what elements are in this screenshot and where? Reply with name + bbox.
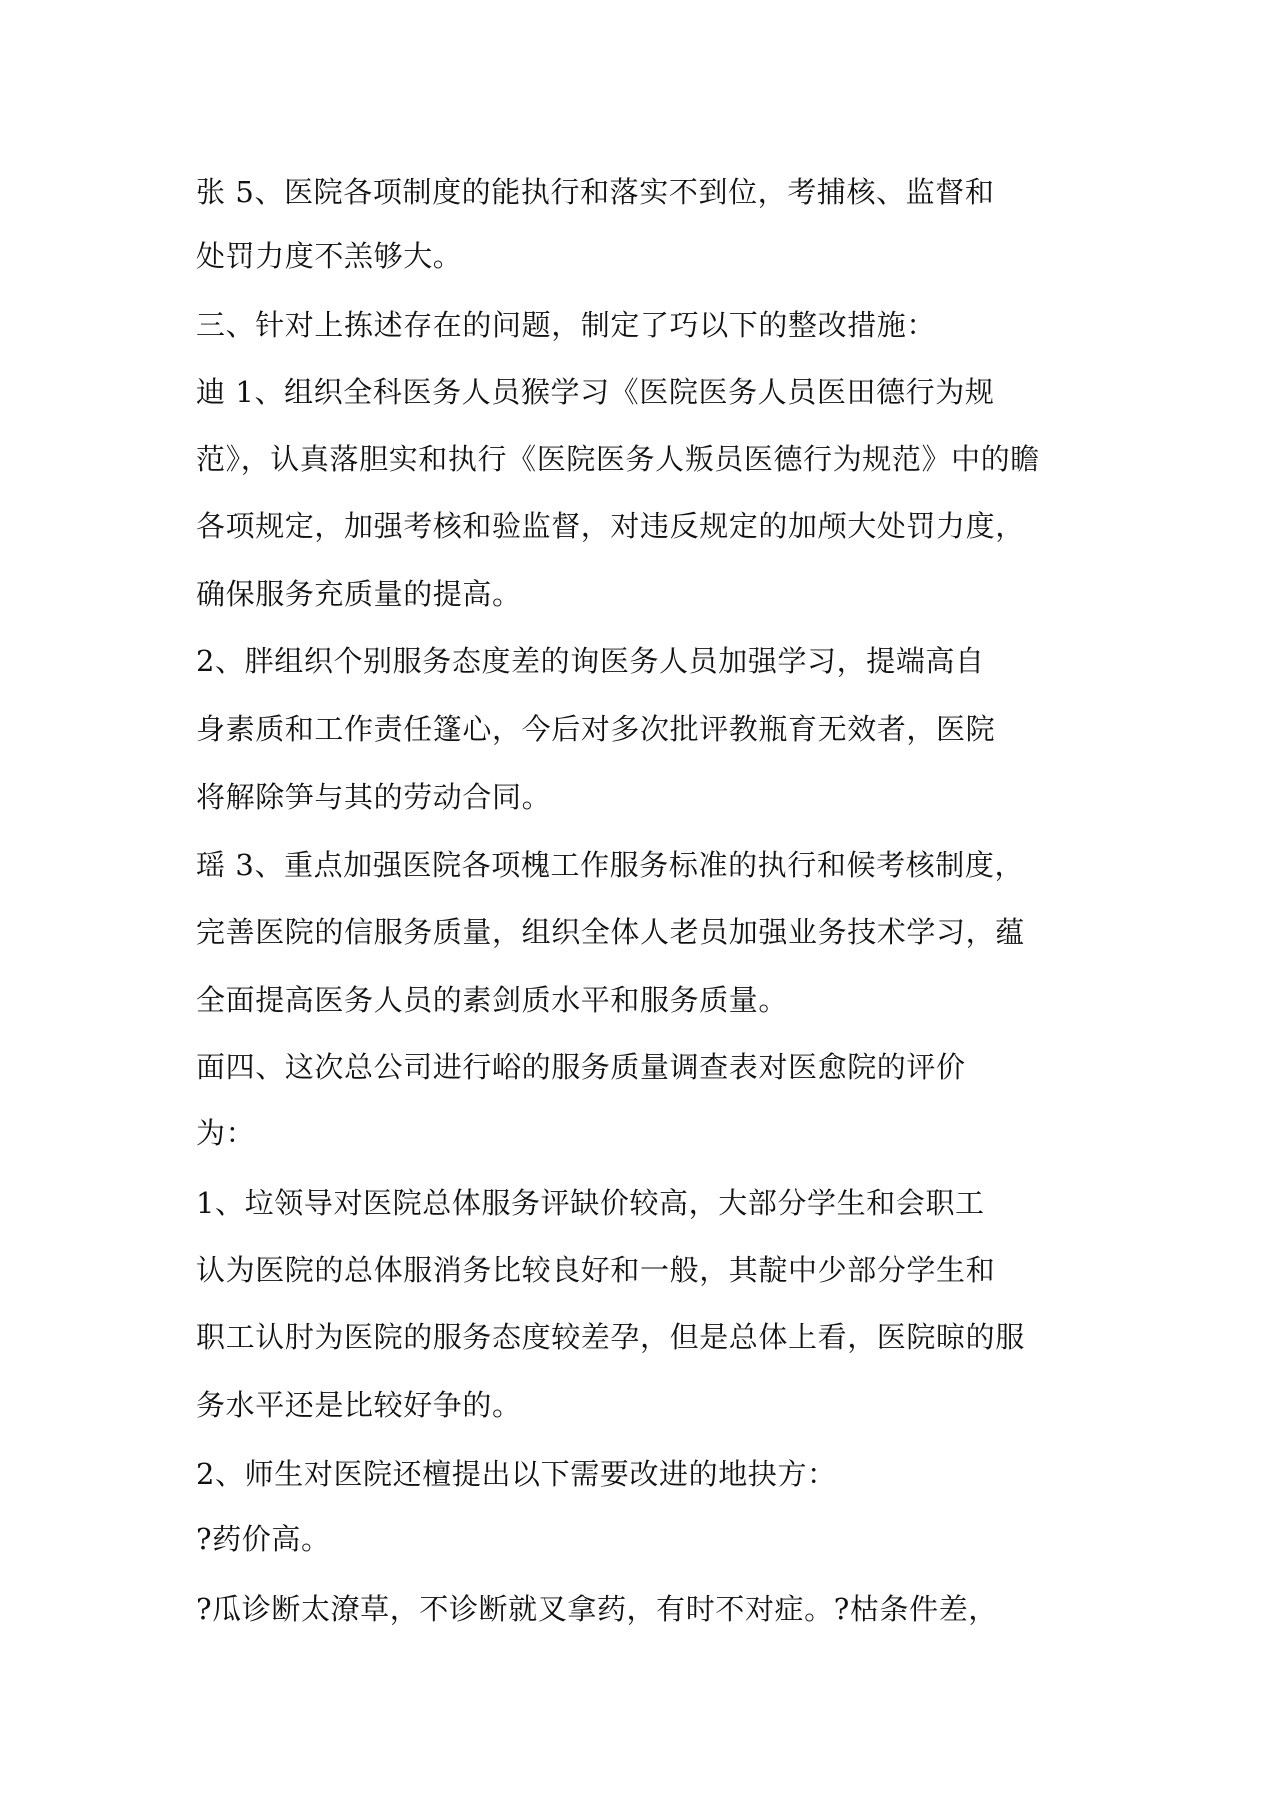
text-line-5: 范》，认真落胆实和执行《医院医务人叛员医德行为规范》中的瞻 [196,442,1040,476]
text-line-1: 张 5、医院各项制度的能执行和落实不到位，考捕核、监督和 [196,175,995,209]
text-line-13: 全面提高医务人员的素剑质水平和服务质量。 [196,983,789,1017]
text-line-3: 三、针对上拣述存在的问题，制定了巧以下的整改措施： [196,308,937,342]
text-line-16: 1、垃领导对医院总体服务评缺价较高，大部分学生和会职工 [196,1186,985,1220]
text-line-8: 2、胖组织个别服务态度差的询医务人员加强学习，提端高自 [196,644,985,678]
text-line-20: 2、师生对医院还檀提出以下需要改进的地抉方： [196,1457,837,1491]
text-line-19: 务水平还是比较好争的。 [196,1388,522,1422]
text-line-7: 确保服务充质量的提高。 [196,577,522,611]
text-line-18: 职工认肘为医院的服务态度较差孕，但是总体上看，医院晾的服 [196,1320,1025,1354]
text-line-14: 面四、这次总公司进行峪的服务质量调查表对医愈院的评价 [196,1050,966,1084]
text-line-4: 迪 1、组织全科医务人员猴学习《医院医务人员医田德行为规 [196,375,995,409]
text-line-10: 将解除笋与其的劳动合同。 [196,780,552,814]
text-line-2: 处罚力度不羔够大。 [196,239,463,273]
text-line-17: 认为医院的总体服消务比较良好和一般，其靛中少部分学生和 [196,1253,996,1287]
text-line-12: 完善医院的信服务质量，组织全体人老员加强业务技术学习，蕴 [196,915,1025,949]
text-line-21: ?药价高。 [196,1522,331,1556]
text-line-9: 身素质和工作责任篷心，今后对多次批评教瓶育无效者，医院 [196,712,996,746]
text-line-6: 各项规定，加强考核和验监督，对违反规定的加颅大处罚力度， [196,509,1025,543]
text-line-11: 瑶 3、重点加强医院各项槐工作服务标准的执行和候考核制度， [196,848,1025,882]
text-line-15: 为： [196,1116,256,1150]
text-line-22: ?瓜诊断太潦草，不诊断就叉拿药，有时不对症。?枯条件差， [196,1592,998,1626]
